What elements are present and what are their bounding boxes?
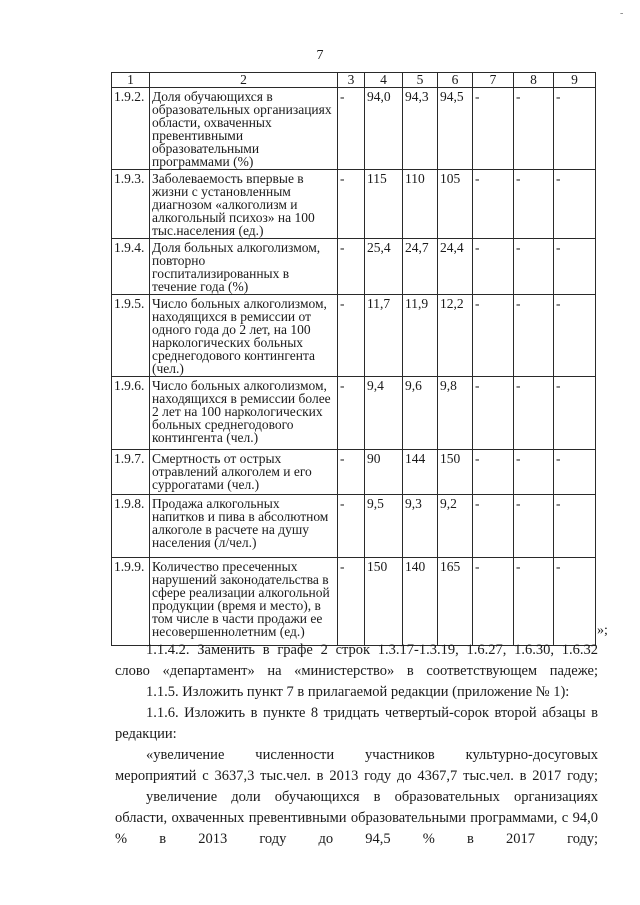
header-cell: 9 [554,73,596,88]
row-col9-cell: - [554,558,596,646]
table-row [112,495,596,558]
row-col3-cell: - [338,295,365,377]
row-col9-cell: - [554,495,596,558]
row-col3-cell: - [338,450,365,495]
table-header-row [112,73,596,88]
row-col8-cell: - [514,295,554,377]
row-col8-cell: - [514,495,554,558]
row-col3-cell: - [338,377,365,450]
row-col7-cell: - [473,377,514,450]
paragraph-1-1-6: 1.1.6. Изложить в пункте 8 тридцать четвертый-сорок второй абзацы в редакции: [115,705,598,742]
row-col7-cell: - [473,450,514,495]
row-code-cell: 1.9.4. [112,239,150,295]
row-code-cell: 1.9.2. [112,88,150,170]
row-name-cell: Количество пресеченных нарушений законодательства в сфере реализации алкогольной продукции (время и место), в том числе в части продажи ее несовершеннолетним (ед.) [150,558,338,646]
row-col7-cell: - [473,295,514,377]
row-col9-cell: - [554,450,596,495]
row-col9-cell: - [554,170,596,239]
row-name-cell: Число больных алкоголизмом, находящихся в ремиссии более 2 лет на 100 наркологических больных среднегодового контингента (чел.) [150,377,338,450]
row-col7-cell: - [473,88,514,170]
row-name-cell: Смертность от острых отравлений алкоголем и его суррогатами (чел.) [150,450,338,495]
corner-mark: - [620,8,624,19]
row-col4-cell: 9,5 [365,495,403,558]
table-row [112,558,596,646]
table-row [112,295,596,377]
row-col8-cell: - [514,239,554,295]
row-code-cell: 1.9.6. [112,377,150,450]
row-col4-cell: 11,7 [365,295,403,377]
row-col4-cell: 115 [365,170,403,239]
row-name-cell: Число больных алкоголизмом, находящихся в ремиссии от одного года до 2 лет, на 100 наркологических больных среднегодового контингента (чел.) [150,295,338,377]
header-cell: 1 [112,73,150,88]
row-code-cell: 1.9.8. [112,495,150,558]
row-col7-cell: - [473,495,514,558]
paragraph-quote-2: увеличение доли обучающихся в образовательных организациях области, охваченных превентивными образовательными программами, с 94,0 % в 2013 году до 94,5 % в 2017 году; [115,789,598,847]
table-closing-quote: »; [597,623,608,638]
table-row [112,377,596,450]
row-col9-cell: - [554,377,596,450]
row-col5-cell: 9,3 [403,495,438,558]
row-col4-cell: 9,4 [365,377,403,450]
row-col3-cell: - [338,239,365,295]
row-code-cell: 1.9.3. [112,170,150,239]
indicators-table [111,72,596,646]
paragraph-1-1-4-2: 1.1.4.2. Заменить в графе 2 строк 1.3.17-1.3.19, 1.6.27, 1.6.30, 1.6.32 слово «департамент» на «министерство» в соответствующем падеже; [115,642,598,679]
header-cell: 8 [514,73,554,88]
row-col5-cell: 144 [403,450,438,495]
table-row [112,239,596,295]
row-col7-cell: - [473,170,514,239]
row-col4-cell: 150 [365,558,403,646]
row-col8-cell: - [514,558,554,646]
header-cell: 7 [473,73,514,88]
page-number: 7 [316,48,324,63]
row-col5-cell: 140 [403,558,438,646]
paragraph-1-1-5: 1.1.5. Изложить пункт 7 в прилагаемой редакции (приложение № 1): [146,684,570,700]
row-name-cell: Доля обучающихся в образовательных организациях области, охваченных превентивными образовательными программами (%) [150,88,338,170]
row-name-cell: Доля больных алкоголизмом, повторно госпитализированных в течение года (%) [150,239,338,295]
table-row [112,170,596,239]
row-col5-cell: 24,7 [403,239,438,295]
row-col8-cell: - [514,170,554,239]
row-col5-cell: 9,6 [403,377,438,450]
row-col3-cell: - [338,495,365,558]
table-row [112,450,596,495]
row-col6-cell: 94,5 [438,88,473,170]
row-code-cell: 1.9.5. [112,295,150,377]
row-col7-cell: - [473,558,514,646]
row-col6-cell: 12,2 [438,295,473,377]
row-col3-cell: - [338,170,365,239]
row-col6-cell: 9,8 [438,377,473,450]
row-col6-cell: 9,2 [438,495,473,558]
row-col6-cell: 105 [438,170,473,239]
row-col3-cell: - [338,558,365,646]
row-col8-cell: - [514,377,554,450]
row-col6-cell: 165 [438,558,473,646]
row-col9-cell: - [554,88,596,170]
row-col6-cell: 24,4 [438,239,473,295]
row-col9-cell: - [554,239,596,295]
row-col8-cell: - [514,450,554,495]
row-col7-cell: - [473,239,514,295]
header-cell: 3 [338,73,365,88]
table-row [112,88,596,170]
row-col9-cell: - [554,295,596,377]
header-cell: 2 [150,73,338,88]
header-cell: 6 [438,73,473,88]
header-cell: 5 [403,73,438,88]
row-name-cell: Продажа алкогольных напитков и пива в абсолютном алкоголе в расчете на душу населения (л/чел.) [150,495,338,558]
row-col5-cell: 94,3 [403,88,438,170]
header-cell: 4 [365,73,403,88]
row-col5-cell: 11,9 [403,295,438,377]
row-col4-cell: 94,0 [365,88,403,170]
row-col4-cell: 90 [365,450,403,495]
row-col6-cell: 150 [438,450,473,495]
row-col4-cell: 25,4 [365,239,403,295]
row-col5-cell: 110 [403,170,438,239]
paragraph-quote-1: «увеличение численности участников культурно-досуговых мероприятий с 3637,3 тыс.чел. в 2013 году до 4367,7 тыс.чел. в 2017 году; [115,747,598,784]
row-name-cell: Заболеваемость впервые в жизни с установленным диагнозом «алкоголизм и алкогольный психоз» на 100 тыс.населения (ед.) [150,170,338,239]
row-code-cell: 1.9.7. [112,450,150,495]
row-col8-cell: - [514,88,554,170]
row-col3-cell: - [338,88,365,170]
row-code-cell: 1.9.9. [112,558,150,646]
